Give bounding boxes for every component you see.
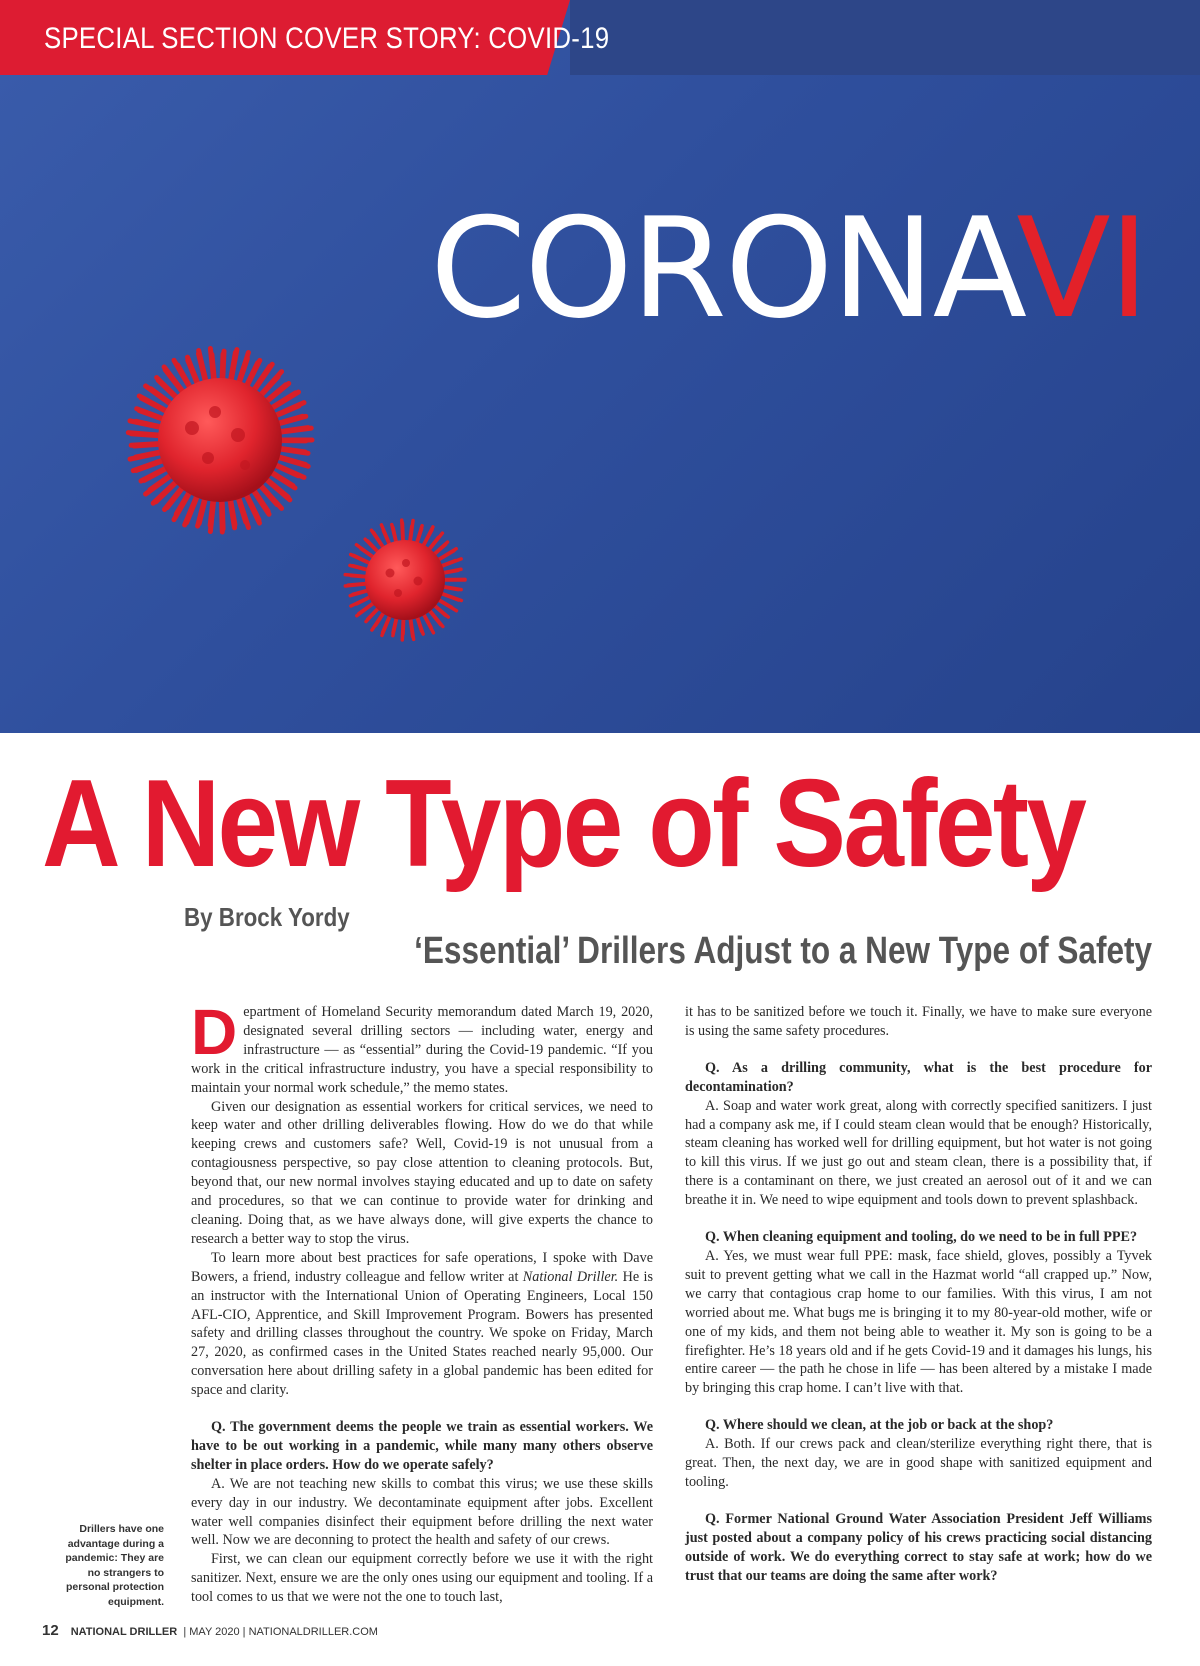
paragraph-text: To learn more about best practices for safe operations, I spoke with Dave Bowers, a friend, industry colleague and fellow writer at bbox=[191, 1249, 653, 1285]
magazine-title: NATIONAL DRILLER bbox=[70, 1626, 178, 1638]
section-label: SPECIAL SECTION COVER STORY: COVID-19 bbox=[44, 22, 610, 55]
question: Q. As a drilling community, what is the best procedure for decontamination? bbox=[685, 1059, 1152, 1095]
hero-word-red: VI bbox=[1016, 188, 1148, 349]
paragraph-text: He is an instructor with the International Union of Operating Engineers, Local 150 AFL-CIO, Apprentice, and Skill Improvement Program. Bowers has presented safety and drilling classes throughout the country. We spoke on Friday, March 27, 2020, as confirmed cases in the United States reached nearly 95,000. Our conversation here about drilling safety in a global pandemic has been edited for space and clarity. bbox=[191, 1268, 653, 1399]
article-column-right bbox=[685, 1003, 1152, 1585]
magazine-name: National Driller. bbox=[522, 1268, 619, 1285]
answer: First, we can clean our equipment correctly before we use it with the right sanitizer. Next, ensure we are the only ones using our equipment and tooling. If a tool comes to us that we were not the one to touch last, bbox=[191, 1551, 653, 1606]
answer: A. Soap and water work great, along with correctly specified sanitizers. I just had a company ask me, if I could steam clean would that be enough? Historically, steam cleaning has worked well for drilling equipment, but hot water is not going to kill this virus. If we just go out and steam clean, there is a possibility that, if there is a contaminant on there, we just created an aerosol out of it and we can breathe it in. We need to wipe equipment and tools down to prevent splashback. bbox=[685, 1097, 1152, 1209]
byline: By Brock Yordy bbox=[184, 902, 350, 932]
paragraph: Given our designation as essential workers for critical services, we need to keep water and other drilling deliverables flowing. How do we do that while keeping crews and customers safe? Well, Covid-19 is not unusual from a contagiousness perspective, so pay close attention to cleaning protocols. But, beyond that, our new normal involves staying educated and up to date on safety and procedures, so that we can continue to provide water for drinking and cleaning. Doing that, as we have always done, will give experts the chance to research a better way to stop the virus. bbox=[191, 1098, 653, 1247]
question: Q. Where should we clean, at the job or back at the shop? bbox=[705, 1417, 1054, 1434]
photo-caption: Drillers have one advantage during a pandemic: They are no strangers to personal protection equipment. bbox=[65, 1523, 164, 1608]
hero-word-white: CORONA bbox=[430, 188, 1017, 349]
page-footer bbox=[42, 1622, 378, 1639]
large-virus-icon bbox=[120, 340, 320, 540]
hero-top-band bbox=[570, 0, 1200, 75]
question: Q. The government deems the people we train as essential workers. We have to be out working in a pandemic, while many many others observe shelter in place orders. How do we operate safely? bbox=[191, 1419, 653, 1473]
hero-word bbox=[430, 188, 1148, 349]
answer: A. Yes, we must wear full PPE: mask, face shield, gloves, possibly a Tyvek suit to prevent getting what we call in the Hazmat world “all crapped up.” Now, we carry that contagious crap home to our families. With this virus, I am not worried about me. What bugs me is bringing it to my 80-year-old mother, wife or one of my kids, and them not being able to weather it. My son is going to be a firefighter. He’s 18 years old and if he gets Covid-19 and it damages his lungs, his entire career — the path he chose in life — has been altered by a mistake I made by bringing this crap home. I can’t live with that. bbox=[685, 1247, 1152, 1397]
paragraph bbox=[191, 996, 653, 1098]
answer: A. Both. If our crews pack and clean/sterilize everything right there, that is great. Then, the next day, we are in good shape with sanitized equipment and tooling. bbox=[685, 1436, 1152, 1490]
headline: A New Type of Safety bbox=[42, 755, 1085, 893]
question: Q. Former National Ground Water Association President Jeff Williams just posted about a company policy of his crews practicing social distancing outside of work. We do everything correct to stay safe at work; how do we trust that our teams are doing the same after work? bbox=[685, 1510, 1152, 1584]
subtitle: ‘Essential’ Drillers Adjust to a New Type of Safety bbox=[414, 930, 1152, 972]
answer: A. We are not teaching new skills to combat this virus; we use these skills every day in our industry. We decontaminate equipment after jobs. Excellent water well companies disinfect their equipment before drilling the next water well. Now we are deconning to protect the health and safety of our crews. bbox=[191, 1475, 653, 1549]
hero-image bbox=[0, 0, 1200, 733]
article-column-left bbox=[191, 996, 653, 1607]
issue-info: | MAY 2020 | NATIONALDRILLER.COM bbox=[183, 1626, 378, 1638]
paragraph-text: epartment of Homeland Security memorandum dated March 19, 2020, designated several drilling sectors — including water, energy and infrastructure — as “essential” during the Covid-19 pandemic. “If you work in the critical infrastructure industry, you have a special responsibility to maintain your normal work schedule,” the memo states. bbox=[191, 1004, 653, 1096]
question: Q. When cleaning equipment and tooling, do we need to be in full PPE? bbox=[705, 1229, 1138, 1246]
paragraph: it has to be sanitized before we touch it. Finally, we have to make sure everyone is using the same safety procedures. bbox=[685, 1004, 1152, 1039]
small-virus-icon bbox=[340, 515, 470, 645]
drop-cap: D bbox=[191, 996, 238, 1068]
paragraph bbox=[191, 1249, 653, 1400]
page-number: 12 bbox=[42, 1622, 59, 1639]
